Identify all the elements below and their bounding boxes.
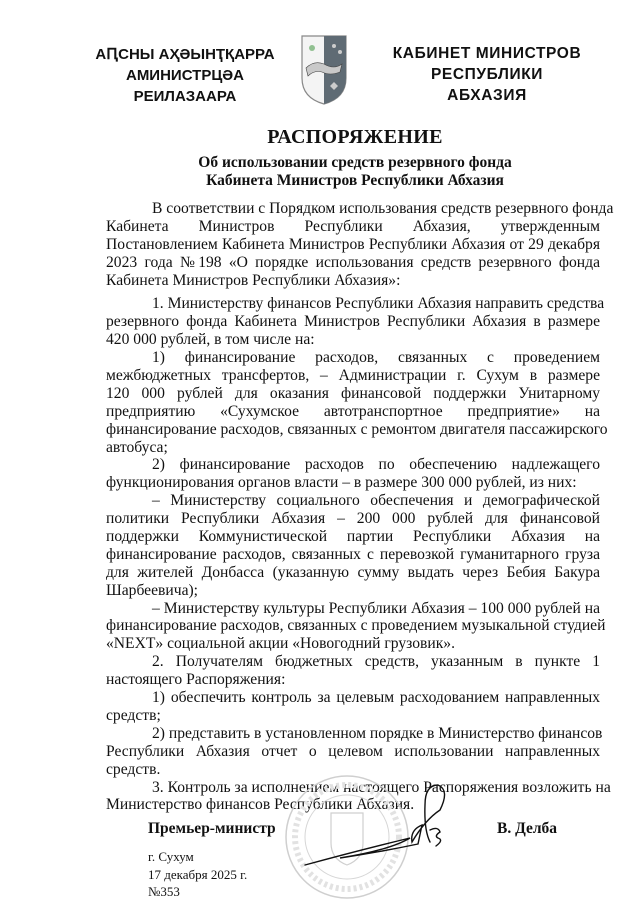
header-abkhaz-name — [78, 44, 292, 107]
header-left-line: АМИНИСТРЦӘА РЕИЛАЗААРА — [125, 67, 245, 105]
paragraph — [106, 492, 600, 599]
paragraph-line: 1) финансирование расходов, связанных с проведением — [152, 349, 600, 367]
header-right-line: КАБИНЕТ МИНИСТРОВ — [392, 45, 582, 62]
paragraph-line: настоящего Распоряжения: — [106, 671, 286, 689]
paragraph — [106, 689, 600, 725]
paragraph-line: финансирование расходов, связанных с перевозкой гуманитарного груза — [106, 545, 600, 563]
paragraph-line: автобуса; — [106, 438, 168, 456]
paragraph-line: 2) финансирование расходов по обеспечению надлежащего — [152, 456, 600, 474]
paragraph — [106, 653, 600, 689]
paragraph-line: 120 000 рублей для оказания финансовой поддержки Унитарному — [106, 384, 600, 402]
paragraph-line: функционирования органов власти – в размере 300 000 рублей, из них: — [106, 474, 577, 492]
paragraph-line: резервного фонда Кабинета Министров Республики Абхазия в размере — [106, 313, 600, 331]
paragraph-line: 420 000 рублей, в том числе на: — [106, 331, 315, 349]
paragraph — [106, 599, 606, 654]
document-title: РАСПОРЯЖЕНИЕ — [267, 126, 443, 148]
header-left-line: АԤСНЫ АҲӘЫНҬҚАРРА — [95, 46, 275, 63]
signatory-position: Премьер-министр — [148, 820, 276, 837]
paragraph-line: 2. Получателям бюджетных средств, указанным в пункте 1 — [152, 653, 600, 671]
paragraph-line: 1) обеспечить контроль за целевым расходованием направленных — [152, 689, 600, 707]
paragraph-line: Республики Абхазия отчет о целевом использовании направленных — [106, 742, 600, 760]
paragraph — [106, 724, 603, 779]
paragraph-line: 2023 года №198 «О порядке использования средств резервного фонда — [106, 253, 600, 271]
paragraph — [106, 349, 608, 456]
document-number: №353 — [148, 884, 180, 899]
paragraph-line: Кабинета Министров Республики Абхазия»: — [106, 271, 401, 289]
subtitle-line: Об использовании средств резервного фонда — [198, 154, 512, 171]
handwritten-signature-icon — [300, 780, 480, 870]
paragraph-line: Кабинета Министров Республики Абхазия, утвержденным — [106, 217, 600, 235]
paragraph-line: Министерство финансов Республики Абхазия. — [106, 796, 415, 814]
paragraph-line: Шарбеевича); — [106, 581, 199, 599]
paragraph — [106, 200, 614, 289]
paragraph-line: предприятию «Сухумское автотранспортное предприятие» на — [106, 402, 600, 420]
paragraph-line: 3. Контроль за исполнением настоящего Распоряжения возложить на — [152, 778, 611, 796]
city: г. Сухум — [148, 849, 194, 864]
paragraph-line: – Министерству культуры Республики Абхазия – 100 000 рублей на — [152, 599, 600, 617]
header-right-line: РЕСПУБЛИКИ АБХАЗИЯ — [430, 66, 544, 104]
paragraph-line: средств; — [106, 706, 161, 724]
document-subtitle — [0, 154, 640, 190]
paragraph-line: 2) представить в установленном порядке в Министерство финансов — [152, 724, 603, 742]
document-body — [106, 200, 614, 814]
signatory-name: В. Делба — [497, 820, 558, 837]
header-russian-name — [392, 43, 582, 106]
paragraph-line: 1. Министерству финансов Республики Абхазия направить средства — [152, 295, 605, 313]
paragraph-line: Постановлением Кабинета Министров Республики Абхазия от 29 декабря — [106, 235, 600, 253]
paragraph-line: поддержки Коммунистической партии Республики Абхазия на — [106, 528, 600, 546]
paragraph-line: межбюджетных трансфертов, – Администрации г. Сухум в размере — [106, 367, 600, 385]
paragraph-line: для жителей Донбасса (указанную сумму выдать через Бебия Бакура — [106, 563, 600, 581]
paragraph-line: средств. — [106, 760, 161, 778]
paragraph-line: финансирование расходов, связанных с ремонтом двигателя пассажирского — [106, 420, 608, 438]
paragraph — [106, 456, 600, 492]
document-place-date — [148, 848, 247, 901]
paragraph-line: политики Республики Абхазия – 200 000 рублей для финансовой — [106, 510, 600, 528]
paragraph-line: финансирование расходов, связанных с проведением музыкальной студией — [106, 617, 606, 635]
coat-of-arms-icon — [300, 34, 348, 106]
paragraph — [106, 295, 605, 349]
paragraph-line: – Министерству социального обеспечения и демографической — [152, 492, 600, 510]
subtitle-line: Кабинета Министров Республики Абхазия — [206, 172, 504, 189]
paragraph-line: «NEXT» социальной акции «Новогодний грузовик». — [106, 635, 456, 653]
paragraph-line: В соответствии с Порядком использования средств резервного фонда — [152, 200, 614, 217]
date: 17 декабря 2025 г. — [148, 866, 248, 882]
